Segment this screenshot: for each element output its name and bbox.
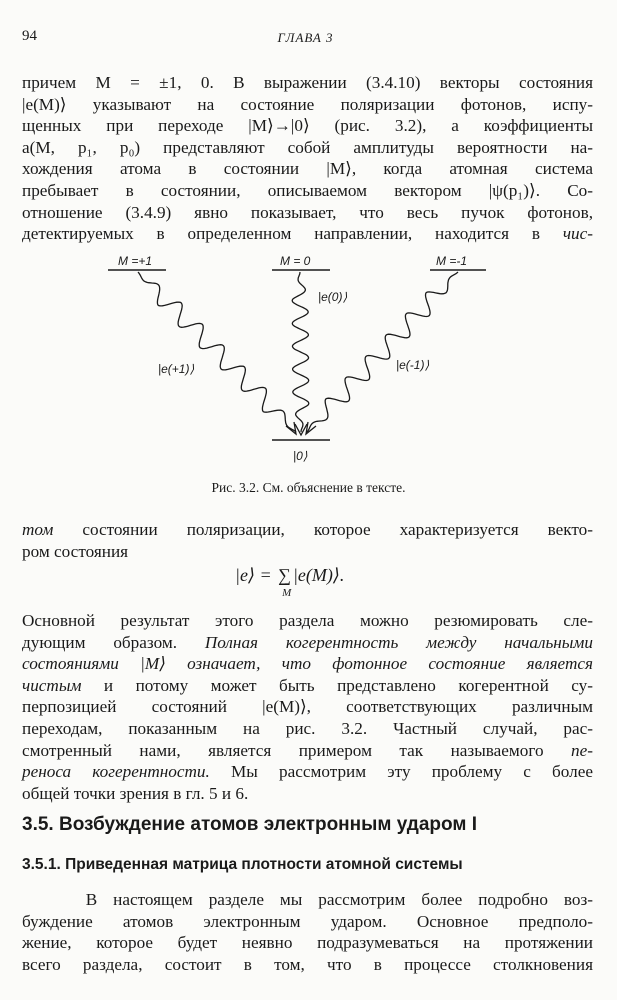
text-run: Основной результат этого раздела можно резюмировать сле- (22, 611, 593, 630)
text-run: общей точки зрения в гл. 5 и 6. (22, 783, 249, 803)
chapter-title: ГЛАВА 3 (277, 30, 334, 45)
formula-rhs: |e(M)⟩. (292, 565, 345, 585)
text-run: смотренный нами, является примером так называемого (22, 740, 572, 760)
text-line-last: ром состояния (22, 541, 129, 561)
text-line (22, 632, 593, 654)
text-line-last (22, 223, 593, 245)
italic-run: Полная когерентность между начальными (204, 632, 593, 652)
text-line: В настоящем разделе мы рассмотрим более подробно воз- (22, 890, 593, 909)
level-label-zero: M = 0 (280, 254, 311, 268)
italic-run: пе- (571, 740, 593, 760)
italic-run: чис- (562, 224, 593, 244)
photon-label-minus1: |e(-1)⟩ (396, 358, 430, 372)
sum-sign: ∑ (278, 565, 291, 585)
text-line: a(M, p₁, p₀) представляют собой амплитуды вероятности на- (22, 137, 593, 157)
text-line: жение, которое будет неявно подразумеваться на протяжении (22, 933, 593, 953)
text-line (22, 761, 593, 783)
text-line: отношение (3.4.9) явно показывает, что весь пучок фотонов, (22, 202, 593, 222)
level-label-minus1: M =-1 (436, 254, 468, 268)
text-line (22, 696, 593, 718)
transition-diagram (100, 248, 500, 473)
level-label-plus1: M =+1 (118, 254, 153, 268)
text-line (22, 610, 593, 632)
text-line: причем M = ±1, 0. В выражении (3.4.10) векторы состояния (22, 73, 593, 92)
paragraph-4 (22, 889, 593, 975)
paragraph-1 (22, 72, 593, 245)
section-heading: 3.5. Возбуждение атомов электронным ударом I (22, 814, 477, 835)
text-line: пребывает в состоянии, описываемом вектором |ψ(p₁)⟩. Со- (22, 180, 593, 200)
text-line (22, 740, 593, 762)
photon-label-plus1: |e(+1)⟩ (158, 362, 195, 376)
text-line: хождения атома в состоянии |M⟩, когда атомная система (22, 159, 593, 179)
text-line (22, 783, 593, 805)
italic-run: состояниями |M⟩ означает, что фотонное состояние является (22, 654, 593, 674)
formula-lhs: |e⟩ = (235, 565, 277, 585)
paragraph-2 (22, 519, 593, 562)
state-formula (235, 565, 345, 599)
photon-label-zero: |e(0)⟩ (318, 290, 348, 304)
text-run: дующим образом. (22, 632, 205, 652)
text-line (22, 653, 593, 675)
text-run: детектируемых в определенном направлении, находится в (22, 224, 563, 244)
text-line (22, 519, 593, 541)
text-line: щенных при переходе |M⟩→|0⟩ (рис. 3.2), а коэффициенты (22, 116, 593, 136)
text-line: |e(M)⟩ указывают на состояние поляризации фотонов, испу- (22, 94, 593, 114)
text-line (22, 718, 593, 740)
text-run: состоянии поляризации, которое характеризуется векто- (53, 520, 593, 539)
text-line: всего раздела, состоит в том, что в процессе столкновения (22, 954, 593, 974)
sum-symbol (278, 565, 292, 599)
text-line: буждение атомов электронным ударом. Основное предполо- (22, 911, 593, 931)
ground-label: |0⟩ (293, 449, 308, 463)
page-header (22, 28, 589, 48)
wavy-photon-plus1 (138, 272, 296, 432)
text-line (22, 675, 593, 697)
sum-index: M (282, 587, 292, 599)
arrowhead-right (306, 422, 316, 434)
wavy-photon-zero (292, 272, 309, 432)
italic-run: чистым (22, 675, 82, 695)
page-number: 94 (22, 28, 37, 44)
text-run: и потому может быть представлено когерентной су- (81, 675, 593, 695)
text-run: перпозицией состояний |e(M)⟩, соответствующих различным (22, 697, 593, 717)
text-run: переходам, показанным на рис. 3.2. Частный случай, рас- (22, 718, 593, 738)
text-run: Мы рассмотрим эту проблему с более (209, 762, 593, 782)
italic-run: том (22, 520, 54, 539)
italic-run: реноса когерентности. (22, 762, 210, 782)
paragraph-3 (22, 610, 593, 804)
subsection-heading: 3.5.1. Приведенная матрица плотности атомной системы (22, 856, 463, 873)
arrowhead-left (286, 422, 296, 434)
figure-caption: Рис. 3.2. См. объяснение в тексте. (211, 480, 406, 495)
